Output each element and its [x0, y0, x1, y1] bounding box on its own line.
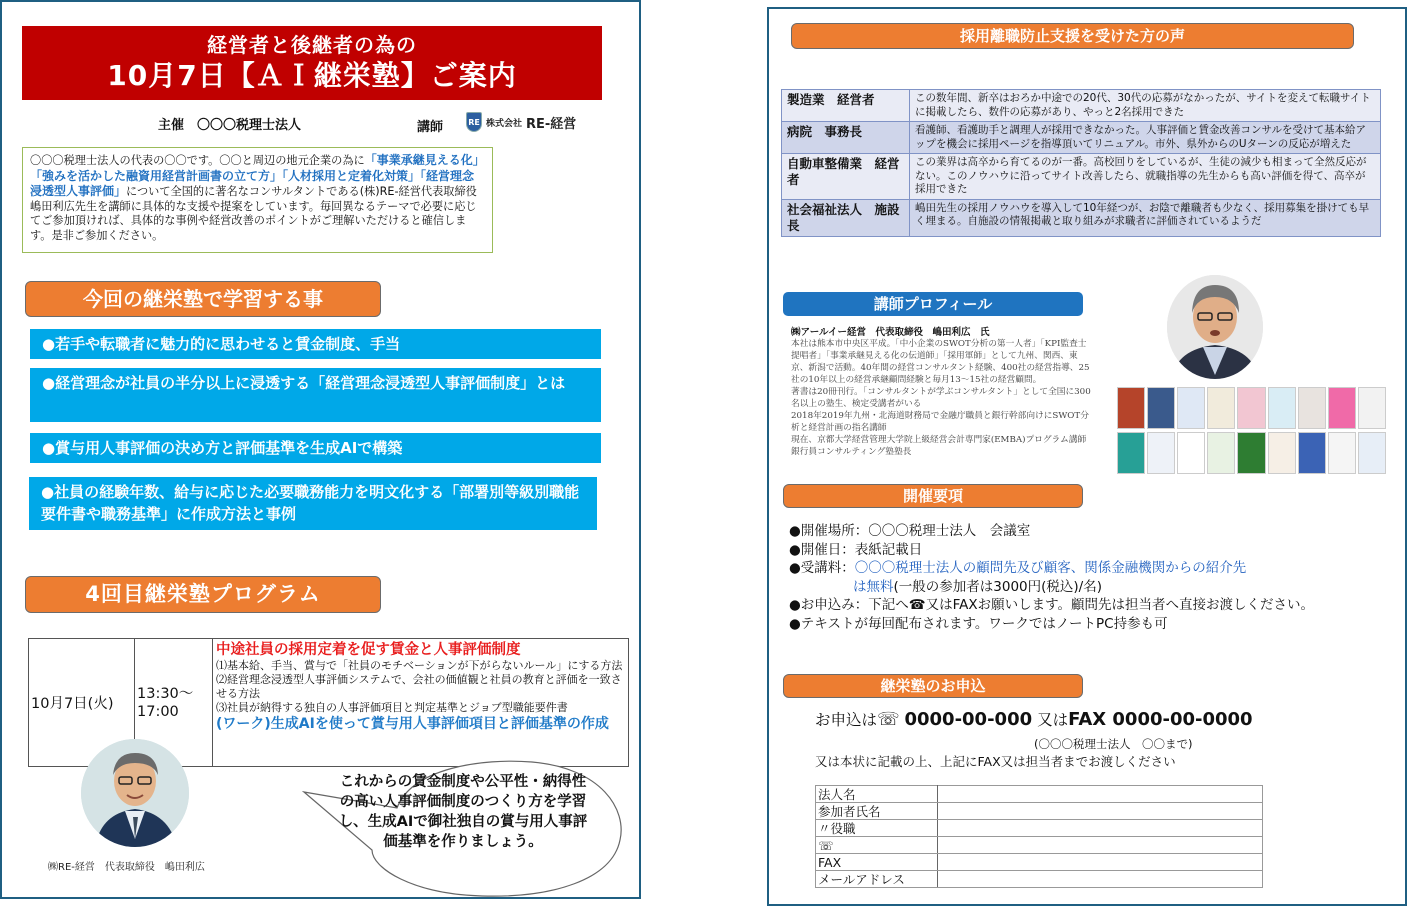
participant-name-field[interactable] — [938, 803, 1263, 820]
form-row — [816, 803, 1263, 820]
event-date: ●開催日：表紙記載日 — [789, 541, 923, 558]
testimonial-who: 社会福祉法人 施設長 — [782, 199, 910, 236]
company-logo — [466, 112, 576, 132]
profile-name: ㈱アールイー経営 代表取締役 嶋田利広 氏 — [791, 327, 990, 338]
fax-field[interactable] — [938, 854, 1263, 871]
learn-item: ●経営理念が社員の半分以上に浸透する「経営理念浸透型人事評価制度」とは — [30, 368, 601, 422]
intro-text-box — [22, 147, 493, 253]
program-point: ⑵経営理念浸透型人事評価システムで、会社の価値観と社員の教育と評価を一致させる方法 — [216, 673, 622, 700]
event-text-note: ●テキストが毎回配布されます。ワークではノートPC持参も可 — [789, 615, 1168, 632]
apply-note: (〇〇〇税理士法人 〇〇まで) — [1034, 737, 1193, 751]
event-fee — [789, 559, 1399, 578]
table-row — [782, 90, 1381, 122]
testimonial-text: 嶋田先生の採用ノウハウを導入して10年経つが、お陰で離職者も少なく、採用募集を掛けても早く埋まる。自施設の情報掲載と取り組みが求職者に評価されているようだ — [910, 199, 1381, 236]
book-cover — [1268, 387, 1296, 429]
profile-section-header: 講師プロフィール — [783, 292, 1083, 316]
event-apply: ●お申込み：下記へ☎又はFAXお願いします。顧問先は担当者へ直接お渡しください。 — [789, 597, 1315, 613]
event-fee-cont — [789, 578, 1399, 597]
book-cover — [1147, 432, 1175, 474]
book-cover — [1358, 387, 1386, 429]
book-cover — [1117, 432, 1145, 474]
program-point: ⑴基本給、手当、賞与で「社員のモチベーションが下がらないルール」にする方法 — [216, 659, 623, 672]
program-time-end: 17:00 — [137, 703, 179, 720]
fee-free-2: は無料 — [853, 578, 894, 595]
form-label: 法人名 — [816, 786, 938, 803]
form-label: FAX — [816, 854, 938, 871]
fee-general: (一般の参加者は3000円(税込)/名) — [893, 578, 1102, 595]
phone-field[interactable] — [938, 837, 1263, 854]
form-row — [816, 854, 1263, 871]
table-row — [782, 154, 1381, 200]
flyer-back-page — [767, 7, 1407, 906]
title-subtitle: 経営者と後継者の為の — [207, 33, 417, 57]
book-cover — [1207, 432, 1235, 474]
apply-contact-line — [815, 708, 1253, 730]
intro-highlight: 「事業承継見える化」「強みを活かした融資用経営計画書の立て方」「人材採用と定着化対策」「経営理念浸透型人事評価」 — [30, 153, 485, 198]
book-covers — [1117, 387, 1386, 474]
form-row — [816, 820, 1263, 837]
corporate-name-field[interactable] — [938, 786, 1263, 803]
form-label: 参加者氏名 — [816, 803, 938, 820]
book-cover — [1358, 432, 1386, 474]
profile-line: 銀行員コンサルティング塾塾長 — [791, 447, 912, 457]
book-cover — [1177, 387, 1205, 429]
program-section-header: 4回目継栄塾プログラム — [25, 576, 381, 613]
title-banner — [22, 26, 602, 100]
learn-item: ●賞与用人事評価の決め方と評価基準を生成AIで構築 — [30, 433, 601, 463]
fee-free: 〇〇〇税理士法人の顧問先及び顧客、関係金融機関からの紹介先 — [854, 560, 1247, 576]
testimonial-who: 自動車整備業 経営者 — [782, 154, 910, 200]
intro-text: 〇〇〇税理士法人の代表の〇〇です。〇〇と周辺の地元企業の為に — [30, 154, 365, 167]
profile-line: 現在、京都大学経営管理大学院上級経営会計専門家(EMBA)プログラム講師 — [791, 435, 1087, 445]
voices-section-header: 採用離職防止支援を受けた方の声 — [791, 23, 1354, 49]
phone-icon: ☏ — [877, 709, 900, 730]
intro-text: について全国的に著名なコンサルタントである(株)RE-経営代表取締役嶋田利広先生を講師に具体的な支援や提案をしています。毎回異なるテーマで必要に応じてご参加頂ければ、具体的な事例や経営改善のポイントがご理解いただけると確信します。是非ご参加ください。 — [30, 185, 477, 242]
testimonial-who: 病院 事務長 — [782, 122, 910, 154]
form-row — [816, 786, 1263, 803]
book-cover — [1237, 432, 1265, 474]
lecturer-portrait — [1167, 275, 1263, 379]
learn-section-header: 今回の継栄塾で学習する事 — [25, 281, 381, 317]
book-cover — [1328, 432, 1356, 474]
book-cover — [1298, 432, 1326, 474]
application-form — [815, 785, 1263, 888]
book-cover — [1328, 387, 1356, 429]
apply-section-header: 継栄塾のお申込 — [783, 674, 1083, 698]
lecturer-label: 講師 — [417, 120, 444, 135]
flyer-front-page — [0, 0, 641, 899]
program-title: 中途社員の採用定着を促す賃金と人事評価制度 — [216, 642, 521, 658]
form-row — [816, 871, 1263, 888]
book-cover — [1117, 387, 1145, 429]
apply-instruction: 又は本状に記載の上、上記にFAX又は担当者までお渡しください — [815, 754, 1176, 769]
page-title: 10月7日【ＡＩ継栄塾】ご案内 — [107, 59, 517, 92]
profile-body — [791, 338, 1091, 458]
logo-company-name: RE-経営 — [526, 116, 577, 132]
program-time-start: 13:30～ — [137, 685, 194, 702]
lecturer-photo — [81, 739, 189, 847]
book-cover — [1207, 387, 1235, 429]
testimonials-table — [781, 89, 1381, 237]
testimonial-text: 看護師、看護助手と調理人が採用できなかった。人事評価と賃金改善コンサルを受けて基本給アップを機会に採用ページを指導頂いてリニュアル。市外、県外からのUターンの反応が増えた — [910, 122, 1381, 154]
phone-number[interactable]: 0000-00-000 — [904, 709, 1033, 730]
person-photo-icon — [1167, 275, 1263, 379]
position-field[interactable] — [938, 820, 1263, 837]
testimonial-text: この数年間、新卒はおろか中途での20代、30代の応募がなかったが、サイトを変えて転職サイトに掲載したら、数件の応募があり、やっと2名採用できた — [910, 90, 1381, 122]
book-cover — [1268, 432, 1296, 474]
apply-or: 又は — [1037, 711, 1069, 729]
table-row — [782, 122, 1381, 154]
program-point: ⑶社員が納得する独自の人事評価項目と判定基準とジョブ型職能要件書 — [216, 701, 568, 714]
host-label: 主催 〇〇〇税理士法人 — [158, 118, 302, 133]
program-work: (ワーク)生成AIを使って賞与用人事評価項目と評価基準の作成 — [216, 716, 609, 732]
form-label: メールアドレス — [816, 871, 938, 888]
program-content — [213, 639, 629, 767]
form-row — [816, 837, 1263, 854]
speech-bubble-text: これからの賃金制度や公平性・納得性の高い人事評価制度のつくり方を学習し、生成AIで御社独自の賞与用人事評価基準を作りましょう。 — [338, 774, 588, 850]
email-field[interactable] — [938, 871, 1263, 888]
event-details — [789, 522, 1399, 633]
person-photo-icon — [81, 739, 189, 847]
learn-item: ●社員の経験年数、給与に応じた必要職務能力を明文化する「部署別等級別職能要件書や職務基準」に作成方法と事例 — [29, 477, 597, 530]
book-cover — [1177, 432, 1205, 474]
profile-line: 本社は熊本市中央区平成。「中小企業のSWOT分析の第一人者」「KPI監査士提唱者」「事業承継見える化の伝道師」「採用軍師」として九州、関西、東京、新潟で活動。40年間の経営コンサルタント経験、400社の経営指導、25社の10年以上の経営承継顧問経験と毎月13～15社の経営顧問。 — [791, 339, 1090, 385]
testimonial-who: 製造業 経営者 — [782, 90, 910, 122]
learn-item: ●若手や転職者に魅力的に思わせると賃金制度、手当 — [30, 329, 601, 359]
form-label: 〃役職 — [816, 820, 938, 837]
lecturer-caption: ㈱RE-経営 代表取締役 嶋田利広 — [48, 862, 205, 873]
shield-icon: RE — [466, 112, 482, 132]
book-cover — [1237, 387, 1265, 429]
apply-prefix: お申込は — [815, 711, 878, 729]
book-cover — [1147, 387, 1175, 429]
event-venue: ●開催場所：〇〇〇税理士法人 会議室 — [789, 523, 1031, 539]
table-row — [782, 199, 1381, 236]
testimonial-text: この業界は高卒から育てるのが一番。高校回りをしているが、生徒の減少も相まって全然反応がない。このノウハウに沿ってサイト改善したら、就職指導の先生からも高い評価を得て、高卒が採用できた — [910, 154, 1381, 200]
fee-label: ●受講料： — [789, 560, 855, 576]
logo-company-prefix: 株式会社 — [486, 118, 523, 129]
phone-icon: ☏ — [816, 837, 938, 854]
book-cover — [1298, 387, 1326, 429]
event-section-header: 開催要項 — [783, 484, 1083, 508]
fax-number[interactable]: FAX 0000-00-0000 — [1068, 709, 1253, 730]
program-date: 10月7日(火) — [29, 639, 135, 767]
profile-line: 著書は20冊刊行。「コンサルタントが学ぶコンサルタント」として全国に300名以上の塾生、検定受講者がいる — [791, 387, 1091, 409]
profile-line: 2018年2019年九州・北海道財務局で金融庁職員と銀行幹部向けにSWOT分析と経営計画の指名講師 — [791, 411, 1089, 433]
